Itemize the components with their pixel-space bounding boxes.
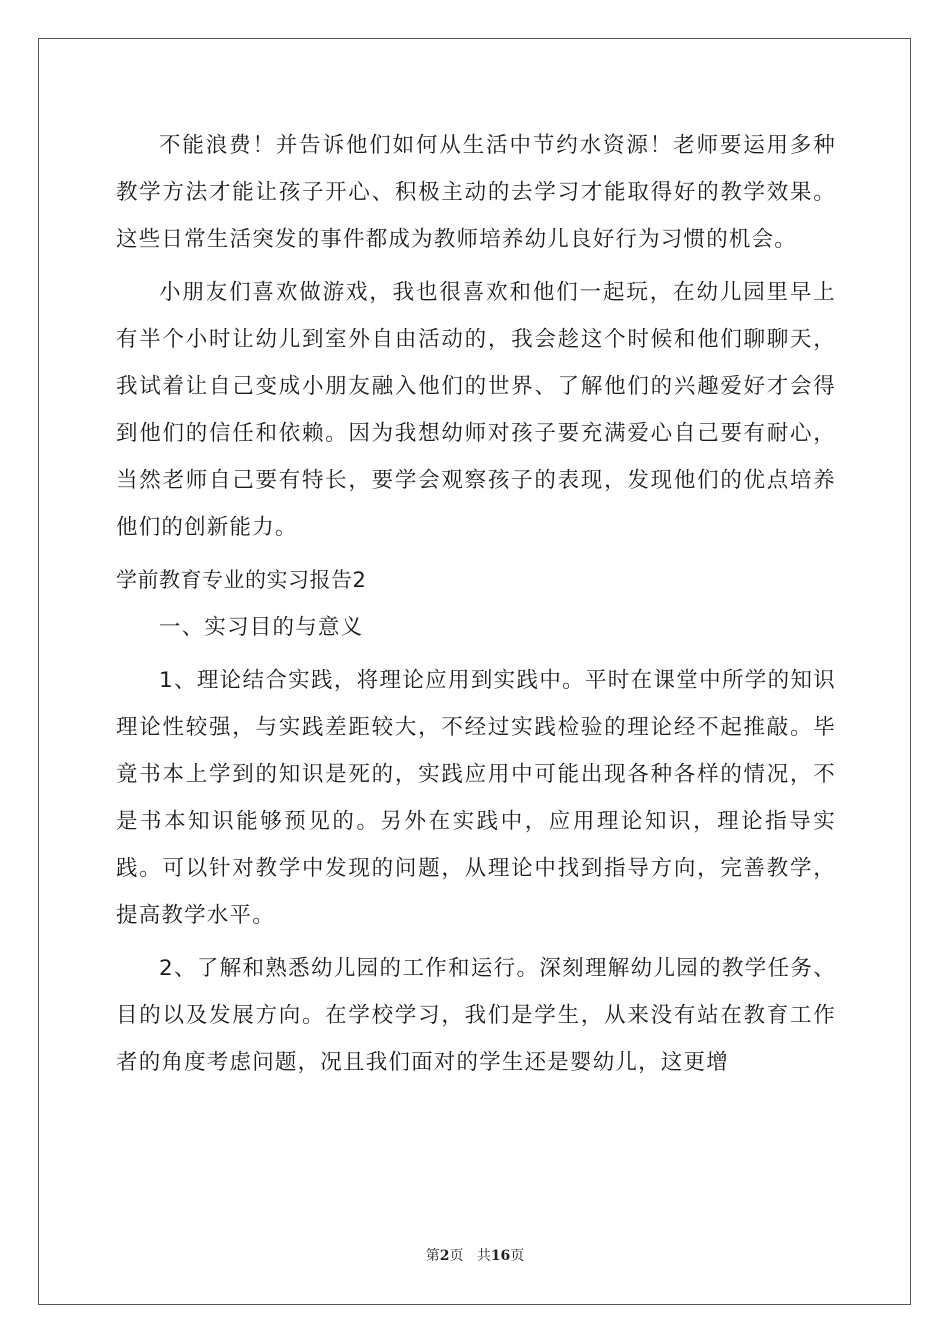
paragraph-4: 2、了解和熟悉幼儿园的工作和运行。深刻理解幼儿园的教学任务、目的以及发展方向。在学校学习，我们是学生，从来没有站在教育工作者的角度考虑问题，况且我们面对的学生还是婴幼儿，这更增 [116,956,836,1075]
page-mid: 页 [449,1248,464,1264]
page-prefix: 第 [425,1248,440,1264]
paragraph-3: 1、理论结合实践，将理论应用到实践中。平时在课堂中所学的知识理论性较强，与实践差距较大，不经过实践检验的理论经不起推敲。毕竟书本上学到的知识是死的，实践应用中可能出现各种各样的情况，不是书本知识能够预见的。另外在实践中，应用理论知识，理论指导实践。可以针对教学中发现的问题，从理论中找到指导方向，完善教学，提高教学水平。 [116,668,836,928]
total-page-number: 16 [490,1248,511,1264]
paragraph-1: 不能浪费！并告诉他们如何从生活中节约水资源！老师要运用多种教学方法才能让孩子开心、积极主动的去学习才能取得好的教学效果。这些日常生活突发的事件都成为教师培养幼儿良好行为习惯的机会。 [116,133,836,252]
current-page-number: 2 [439,1248,450,1264]
subsection-title: 一、实习目的与意义 [159,615,364,640]
section-heading: 学前教育专业的实习报告2 [116,568,367,592]
total-prefix: 共 [476,1248,491,1264]
page-footer [0,1245,950,1265]
document-body [116,122,836,1086]
paragraph-2: 小朋友们喜欢做游戏，我也很喜欢和他们一起玩，在幼儿园里早上有半个小时让幼儿到室外自由活动的，我会趁这个时候和他们聊聊天，我试着让自己变成小朋友融入他们的世界、了解他们的兴趣爱好才会得到他们的信任和依赖。因为我想幼师对孩子要充满爱心自己要有耐心，当然老师自己要有特长，要学会观察孩子的表现，发现他们的优点培养他们的创新能力。 [116,280,836,540]
total-suffix: 页 [510,1248,525,1264]
